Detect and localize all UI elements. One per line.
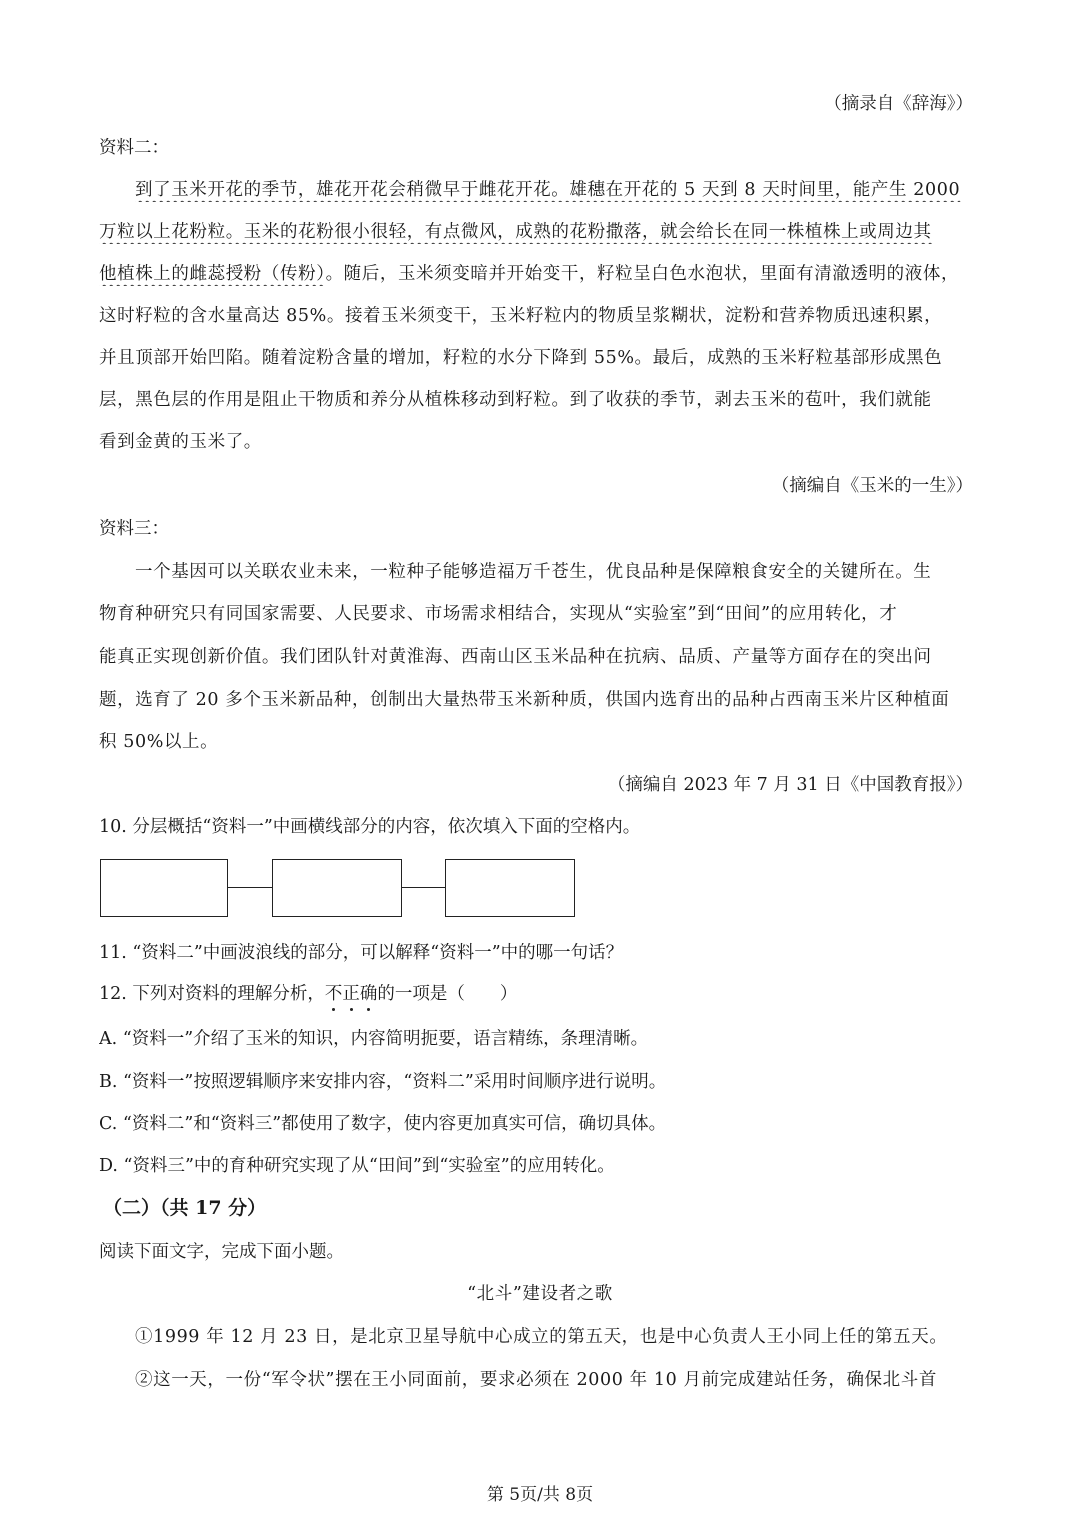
emphasis-char: 确 [359, 984, 378, 1004]
article-title: “北斗”建设者之歌 [467, 1284, 613, 1304]
page-footer: 第 5页/共 8页 [486, 1485, 594, 1505]
source3-line-5: 积 50%以上。 [99, 732, 219, 752]
wavy-underlined-text: 万粒以上花粉粒。玉米的花粉很小很轻，有点微风，成熟的花粉撒落，就会给长在同一株植株上或周边其 [99, 222, 932, 242]
option-a[interactable]: A. “资料一”介绍了玉米的知识，内容简明扼要，语言精练，条理清晰。 [99, 1029, 649, 1049]
emphasis-char: 不 [324, 984, 343, 1004]
source2-line-5: 并且顶部开始凹陷。随着淀粉含量的增加，籽粒的水分下降到 55%。最后，成熟的玉米籽粒基部形成黑色 [99, 348, 943, 368]
source2-line-4: 这时籽粒的含水量高达 85%。接着玉米须变干，玉米籽粒内的物质呈浆糊状，淀粉和营养物质迅速积累， [99, 306, 943, 326]
emphasis-char: 正 [342, 984, 360, 1004]
question-11: 11. “资料二”中画波浪线的部分，可以解释“资料一”中的哪一句话？ [99, 943, 624, 963]
answer-box-1[interactable] [100, 859, 228, 917]
section2-instruction: 阅读下面文字，完成下面小题。 [99, 1242, 344, 1262]
question-12-prefix: 12. 下列对资料的理解分析， [99, 984, 325, 1004]
source3-line-3: 能真正实现创新价值。我们团队针对黄淮海、西南山区玉米品种在抗病、品质、产量等方面存在的突出问 [99, 647, 932, 667]
question-10: 10. 分层概括“资料一”中画横线部分的内容，依次填入下面的空格内。 [99, 817, 641, 837]
source2-line-6: 层，黑色层的作用是阻止干物质和养分从植株移动到籽粒。到了收获的季节，剥去玉米的苞叶，我们就能 [99, 390, 932, 410]
source2-line-2 [99, 220, 981, 244]
answer-box-3[interactable] [445, 859, 575, 917]
option-c[interactable]: C. “资料二”和“资料三”都使用了数字，使内容更加真实可信，确切具体。 [99, 1114, 667, 1134]
option-b[interactable]: B. “资料一”按照逻辑顺序来安排内容，“资料二”采用时间顺序进行说明。 [99, 1072, 667, 1092]
box-connector [228, 887, 272, 888]
question-12-suffix: 的一项是（ ） [377, 984, 518, 1004]
source3-citation: （摘编自 2023 年 7 月 31 日《中国教育报》） [607, 775, 973, 795]
source2-line-7: 看到金黄的玉米了。 [99, 432, 262, 452]
wavy-underlined-text: 他植株上的雌蕊授粉（传粉） [99, 264, 326, 284]
question-12 [99, 982, 981, 1006]
source2-line-3 [99, 262, 981, 286]
source3-line-4: 题，选育了 20 多个玉米新品种，创制出大量热带玉米新种质，供国内选育出的品种占西南玉米片区种植面 [99, 690, 950, 710]
source3-line-1: 一个基因可以关联农业未来，一粒种子能够造福万千苍生，优良品种是保障粮食安全的关键所在。生 [135, 562, 932, 582]
source3-heading: 资料三： [99, 519, 169, 539]
wavy-underlined-text: 到了玉米开花的季节，雄花开花会稍微早于雌花开花。雄穗在开花的 5 天到 8 天时间里，能产生 2000 [135, 180, 961, 200]
section2-heading: （二）（共 17 分） [103, 1197, 267, 1219]
source2-line-1 [99, 178, 981, 202]
source3-line-2: 物育种研究只有同国家需要、人民要求、市场需求相结合，实现从“实验室”到“田间”的应用转化，才 [99, 604, 898, 624]
box-connector [402, 887, 446, 888]
source1-citation: （摘录自《辞海》） [824, 94, 973, 114]
article-paragraph-1: ①1999 年 12 月 23 日，是北京卫星导航中心成立的第五天，也是中心负责人王小同上任的第五天。 [135, 1327, 948, 1347]
article-paragraph-2: ②这一天，一份“军令状”摆在王小同面前，要求必须在 2000 年 10 月前完成建站任务，确保北斗首 [135, 1370, 937, 1390]
source2-line-3-rest: 。随后，玉米须变暗并开始变干，籽粒呈白色水泡状，里面有清澈透明的液体， [325, 264, 960, 284]
source2-citation: （摘编自《玉米的一生》） [771, 476, 973, 496]
option-d[interactable]: D. “资料三”中的育种研究实现了从“田间”到“实验室”的应用转化。 [99, 1156, 615, 1176]
answer-box-2[interactable] [272, 859, 402, 917]
source2-heading: 资料二： [99, 138, 169, 158]
